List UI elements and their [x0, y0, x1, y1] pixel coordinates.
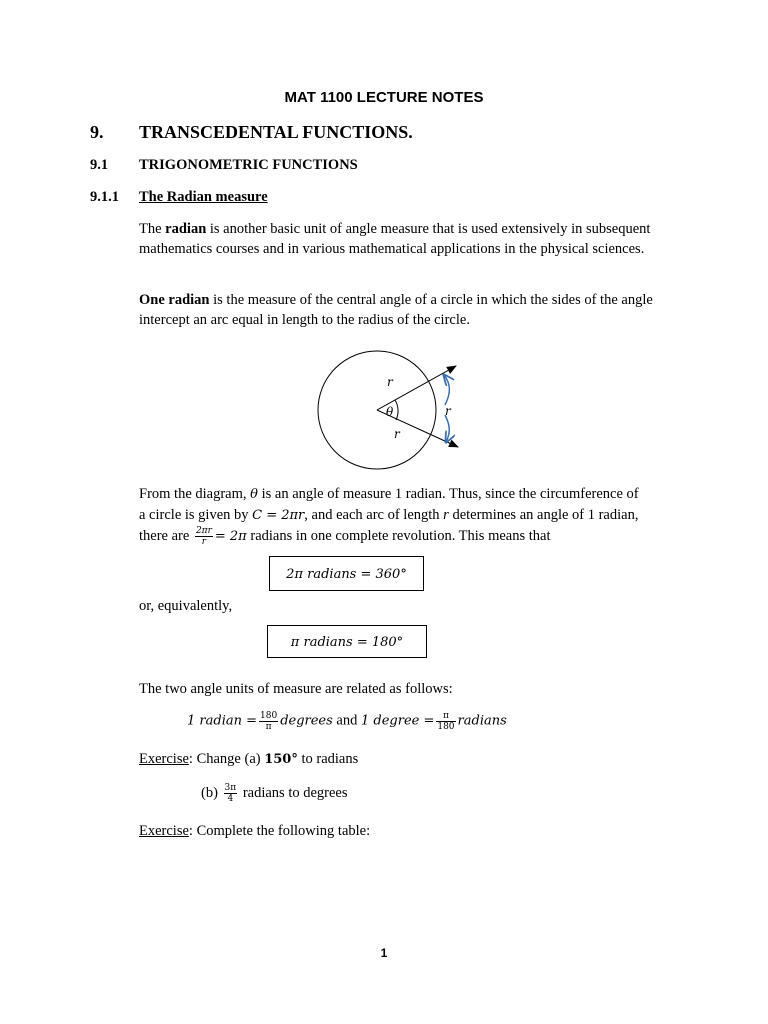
bold-term-one-radian: One radian [139, 292, 210, 308]
arc-length-arrow-up [444, 375, 449, 405]
label-radius-top: r [387, 375, 393, 389]
circumference-formula: C = 2πr [252, 508, 305, 523]
section-number: 9. [90, 122, 104, 142]
label-arc-r: r [445, 404, 451, 418]
equivalently-text: or, equivalently, [139, 598, 233, 614]
subsection-number: 9.1 [90, 157, 109, 173]
label-theta: θ [386, 405, 394, 419]
theta-angle-arc [395, 400, 398, 420]
paragraph-one-radian: One radian is the measure of the central angle of a circle in which the sides of the angle intercept an arc equal in length to the radius of the circle. [139, 292, 653, 328]
section-title: TRANSCEDENTAL FUNCTIONS. [139, 122, 413, 142]
subsection-title: TRIGONOMETRIC FUNCTIONS [139, 157, 358, 173]
radian-diagram [300, 350, 480, 475]
paragraph-radian-definition: The radian is another basic unit of angle measure that is used extensively in subsequent mathematics courses and in various mathematical applications in the physical sciences. [139, 221, 651, 257]
exercise-table-line: Exercise: Complete the following table: [139, 823, 371, 839]
paragraph-line-1: From the diagram, θ is an angle of measure 1 radian. Thus, since the circumference of [139, 486, 639, 502]
relation-intro: The two angle units of measure are related as follows: [139, 681, 453, 697]
page-number: 1 [380, 946, 388, 960]
paragraph-line-3: there are $\frac{2\pi r}{r}$ = 2π radians in one complete revolution. This means that [139, 526, 551, 547]
conversion-relation: 1 radian = $\frac{180}{\pi}$ degrees and 1 degree = $\frac{\pi}{180}$ radians [187, 711, 507, 732]
exercise-label-2: Exercise [139, 823, 189, 839]
exercise-label: Exercise [139, 751, 189, 767]
arc-length-arrow-down [445, 415, 449, 442]
label-radius-bottom: r [394, 427, 400, 441]
exercise-part-b: (b) $\frac{3\pi}{4}$ radians to degrees [201, 783, 348, 804]
document-title: MAT 1100 LECTURE NOTES [284, 89, 484, 106]
equation-box-360: 2π radians = 360° [269, 556, 424, 591]
paragraph-line-2: a circle is given by C = 2πr, and each arc of length r determines an angle of 1 radian, [139, 507, 639, 523]
exercise-change-line: Exercise: Change (a) 150° to radians [139, 751, 359, 767]
subsubsection-title: The Radian measure [139, 189, 268, 205]
bold-term-radian: radian [165, 221, 207, 237]
equation-box-180: π radians = 180° [267, 625, 427, 658]
fraction-2pir-over-r: $\frac{2\pi r}{r}$ [195, 526, 212, 547]
subsubsection-number: 9.1.1 [90, 189, 119, 205]
